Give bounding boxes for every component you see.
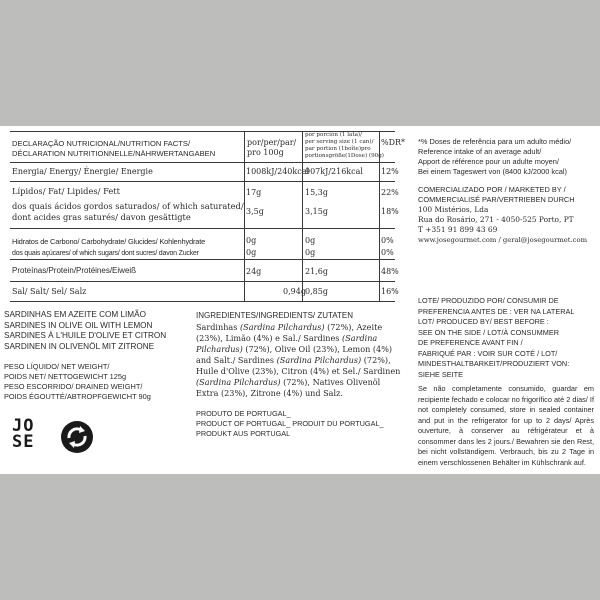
- row-protein-100g: 24g: [246, 267, 262, 276]
- lot-line: LOT/ PRODUCED BY/ BEST BEFORE :: [418, 317, 549, 326]
- nutrition-title-line: DECLARAÇÃO NUTRICIONAL/NUTRITION FACTS/: [12, 139, 191, 148]
- weights: [4, 362, 151, 402]
- reference-intake-line: *% Doses de referência para um adulto médio/: [418, 137, 572, 146]
- table-row-line: [10, 228, 395, 229]
- row-salt-dr: 16%: [381, 287, 399, 296]
- col-portion-line: portionsgröße(1Dose) (90g): [305, 153, 384, 159]
- ing-fr-name: Sardines: [237, 355, 275, 365]
- table-row-line: [10, 181, 395, 182]
- lot-line: LOTE/ PRODUZIDO POR/ CONSUMIR DE: [418, 296, 559, 305]
- row-energy-portion: 907kJ/216kcal: [305, 167, 363, 176]
- row-fat-label: Lípidos/ Fat/ Lipides/ Fett: [12, 186, 120, 196]
- storage-instructions: Se não completamente consumido, guardar em recipiente fechado e colocar no frigorífico até 2 dias/ If not completely consumed, store in sealed container and put in the refrigerator for up to 2 days/ Après ouverture, à conserver au réfrigérateur et à consommer dans les 2 jours./ Bewahren sie den Rest, bei nicht vollständigem. Verbrauch, bis zu 2 Tage in einem verschlossenen Behälter im Kühlschrank auf.: [418, 384, 594, 467]
- col-dr-header: %DR*: [381, 138, 406, 147]
- lot-line: DE PREFERENCE AVANT FIN /: [418, 338, 523, 347]
- col-portion-line: per serving size (1 can)/: [305, 139, 374, 145]
- row-protein-portion: 21,6g: [305, 267, 328, 276]
- row-fat-labels: [12, 186, 244, 223]
- marketed-by-address: T +351 91 899 43 69: [418, 225, 498, 234]
- origin-line: PRODUKT AUS PORTUGAL: [196, 429, 291, 438]
- row-carb-label: Hidratos de Carbono/ Carbohydrate/ Glucides/ Kohlenhydrate: [12, 237, 206, 246]
- lot-line: FABRIQUÉ PAR : VOIR SUR COTÉ / LOT/: [418, 348, 558, 358]
- product-name-line: SARDINHAS EM AZEITE COM LIMÃO: [4, 310, 146, 319]
- ing-de-rest: (72%), Natives Olivenöl Extra (23%), Zitrone (4%) und Salz.: [196, 377, 381, 398]
- jose-logo: [12, 418, 46, 450]
- marketed-by-address: 100 Mistérios, Lda: [418, 205, 489, 214]
- row-fat-label: dos quais ácidos gordos saturados/ of which saturated/: [12, 201, 244, 211]
- product-name-line: SARDINES IN OLIVE OIL WITH LEMON: [4, 320, 153, 330]
- row-salt-portion: 0,85g: [305, 287, 328, 296]
- ing-pt-name: Sardinhas: [196, 322, 238, 332]
- reference-intake-line: Reference intake of an average adult/: [418, 147, 542, 156]
- table-row-line: [10, 281, 395, 282]
- row-sugar-dr: 0%: [381, 248, 394, 257]
- row-fat-sat-100g: 3,5g: [246, 207, 264, 216]
- product-label: [0, 126, 600, 474]
- row-protein-dr: 48%: [381, 267, 399, 276]
- ing-en-name: Sardines: [303, 333, 340, 343]
- ing-fr-latin: (Sardina Pilchardus): [276, 355, 362, 365]
- table-header-line: [10, 162, 395, 163]
- row-carb-portion: 0g: [305, 236, 316, 245]
- origin-line: PRODUCT OF PORTUGAL_ PRODUIT DU PORTUGAL_: [196, 419, 384, 428]
- reference-intake-line: Apport de référence pour un adulte moyen/: [418, 157, 559, 166]
- lot-line: SEE ON THE SIDE / LOT/À CONSUMMER: [418, 327, 559, 337]
- row-fat-portion: 15,3g: [305, 188, 328, 197]
- row-energy-label: Energia/ Energy/ Énergie/ Energie: [12, 167, 153, 176]
- lot-line: MINDESTHALTBARKEIT/PRODUZIERT VON:: [418, 359, 570, 368]
- reference-intake: [418, 137, 571, 177]
- weight-line: POIDS ÉGOUTTÉ/ABTROPFGEWICHT 90g: [4, 392, 151, 401]
- marketed-by-heading: COMMERCIALISÉ PAR/VERTRIEBEN DURCH: [418, 195, 575, 204]
- col-portion-line: por porción (1 lata)/: [305, 132, 362, 138]
- row-fat-sat-portion: 3,15g: [305, 207, 328, 216]
- row-energy-dr: 12%: [381, 167, 399, 176]
- ing-pt-latin: (Sardina Pilchardus): [240, 322, 325, 332]
- row-carb-100g: 0g: [246, 236, 257, 245]
- col-portion-line: par portion (1boîte)pro: [305, 146, 371, 152]
- row-carb-labels: [12, 236, 205, 260]
- nutrition-title: [12, 139, 215, 159]
- weight-line: PESO LÍQUIDO/ NET WEIGHT/: [4, 362, 110, 371]
- lot-text: [418, 296, 574, 380]
- ing-en-rest: (72%), Olive Oil (23%), Lemon (4%) and Salt./: [196, 344, 393, 365]
- col-portion-header: [305, 132, 384, 160]
- nutrition-title-line: DÉCLARATION NUTRITIONNELLE/NÄHRWERTANGABEN: [12, 149, 216, 158]
- lot-line: SIEHE SEITE: [418, 369, 464, 379]
- marketed-by: [418, 185, 587, 245]
- reference-intake-line: Bei einem Tageswert von (8400 kJ/2000 kcal): [418, 167, 567, 176]
- row-fat-sat-dr: 18%: [381, 207, 399, 216]
- row-fat-dr: 22%: [381, 188, 399, 197]
- row-protein-label: Proteínas/Protein/Protéines/Eiweiß: [12, 266, 137, 275]
- marketed-by-address: Rua do Rosário, 271 - 4050-525 Porto, PT: [418, 215, 574, 224]
- ing-pt-rest: (72%), Azeite (23%), Limão (4%) e Sal./: [196, 322, 383, 343]
- ing-de-latin: (Sardina Pilchardus): [196, 377, 281, 387]
- row-carb-dr: 0%: [381, 236, 394, 245]
- ing-fr-rest: (72%), Huile d'Olive (23%), Citron (4%) et Sel./: [196, 355, 391, 376]
- ing-de-name: Sardinen: [363, 366, 401, 376]
- ingredients-heading: INGREDIENTES/INGREDIENTS/ ZUTATEN: [196, 311, 354, 320]
- weight-line: POIDS NET/ NETTOGEWICHT 125g: [4, 372, 127, 381]
- table-col-line: [244, 131, 245, 301]
- col-100g-line: por/per/par/: [247, 138, 297, 147]
- row-fat-100g: 17g: [246, 188, 262, 197]
- col-100g-header: [247, 138, 296, 158]
- recycling-icon: [60, 420, 94, 454]
- product-name-line: SARDINEN IN OLIVENÖL MIT ZITRONE: [4, 341, 155, 351]
- row-energy-100g: 1008kJ/240kcal: [246, 167, 310, 176]
- origin-line: PRODUTO DE PORTUGAL_: [196, 409, 291, 418]
- table-bottom-line: [10, 301, 395, 302]
- col-100g-line: pro 100g: [247, 148, 284, 157]
- row-carb-label: dos quais açúcares/ of which sugars/ dont sucres/ davon Zucker: [12, 250, 199, 257]
- origin: [196, 409, 384, 439]
- ingredients-text: [196, 322, 402, 399]
- product-name-line: SARDINES À L'HUILE D'OLIVE ET CITRON: [4, 331, 167, 340]
- weight-line: PESO ESCORRIDO/ DRAINED WEIGHT/: [4, 382, 143, 391]
- row-sugar-portion: 0g: [305, 248, 316, 257]
- lot-line: PREFERENCIA ANTES DE : VER NA LATERAL: [418, 306, 575, 316]
- table-col-line: [302, 131, 303, 301]
- logo-line: JO: [12, 416, 35, 436]
- row-salt-label: Sal/ Salt/ Sel/ Salz: [12, 287, 87, 296]
- row-sugar-100g: 0g: [246, 248, 257, 257]
- marketed-by-heading: COMERCIALIZADO POR / MARKETED BY /: [418, 185, 566, 194]
- row-fat-label: dont acides gras saturés/ davon gesättigte: [12, 212, 191, 222]
- ing-en-latin: (Sardina Pilchardus): [196, 333, 378, 354]
- product-names: [4, 310, 166, 352]
- logo-line: SE: [12, 432, 35, 452]
- row-salt-100g: 0,94g: [283, 287, 306, 296]
- marketed-by-address: www.josegourmet.com / geral@josegourmet.com: [418, 236, 588, 244]
